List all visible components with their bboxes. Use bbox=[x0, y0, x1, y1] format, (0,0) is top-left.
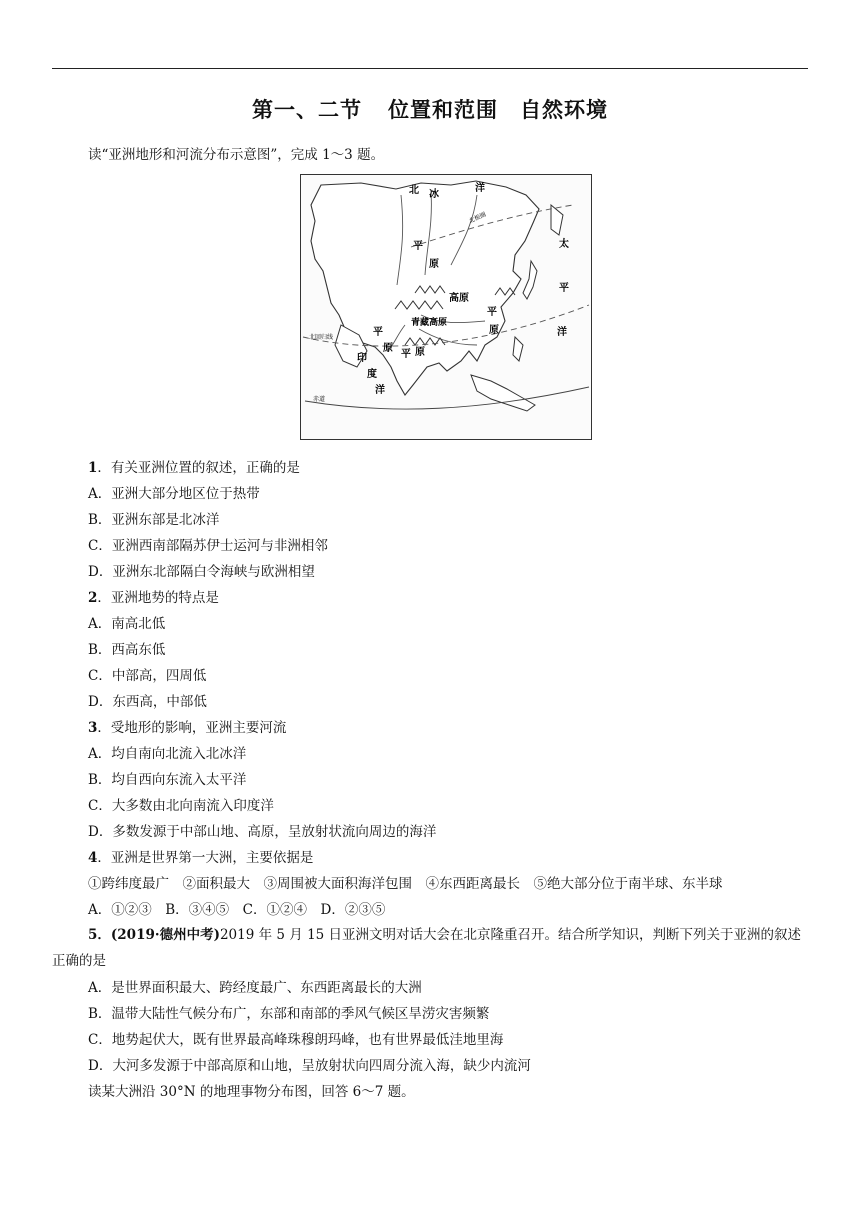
q5-option-b: B．温带大陆性气候分布广，东部和南部的季风气候区旱涝灾害频繁 bbox=[88, 1006, 490, 1022]
q1-option-a: A．亚洲大部分地区位于热带 bbox=[88, 486, 260, 502]
question-5-number: 5 bbox=[88, 927, 98, 943]
philippines bbox=[513, 337, 523, 361]
label-yang1: 洋 bbox=[475, 183, 485, 194]
label-yin: 印 bbox=[357, 353, 367, 364]
label-qingzang: 青藏高原 bbox=[411, 318, 448, 328]
question-3-number: 3 bbox=[88, 720, 98, 736]
question-4-number: 4 bbox=[88, 850, 98, 866]
q1-option-d: D．亚洲东北部隔白令海峡与欧洲相望 bbox=[88, 564, 315, 580]
asia-landmass bbox=[311, 181, 539, 395]
label-plain3-a: 平 bbox=[373, 327, 383, 338]
label-tai: 太 bbox=[559, 239, 569, 250]
question-4-stem: ．亚洲是世界第一大洲，主要依据是 bbox=[97, 850, 314, 866]
japan-islands bbox=[523, 261, 537, 299]
label-plain2-a: 平 bbox=[487, 307, 497, 318]
label-yang3: 洋 bbox=[375, 385, 385, 396]
equator-line bbox=[305, 387, 589, 409]
question-4 bbox=[88, 846, 313, 866]
label-plain4-a: 平 bbox=[401, 349, 411, 360]
q2-option-c: C．中部高，四周低 bbox=[88, 668, 207, 684]
label-plain3-b: 原 bbox=[383, 343, 393, 354]
question-3 bbox=[88, 716, 286, 736]
label-yang2: 洋 bbox=[557, 327, 567, 338]
question-2 bbox=[88, 586, 219, 606]
q1-option-c: C．亚洲西南部隔苏伊士运河与非洲相邻 bbox=[88, 538, 328, 554]
question-2-number: 2 bbox=[88, 590, 98, 606]
intro-text-1: 读“亚洲地形和河流分布示意图”，完成 1～3 题。 bbox=[88, 147, 385, 163]
label-ping1: 平 bbox=[559, 283, 569, 294]
intro-text-2: 读某大洲沿 30°N 的地理事物分布图，回答 6～7 题。 bbox=[88, 1084, 415, 1100]
q3-option-a: A．均自南向北流入北冰洋 bbox=[88, 746, 247, 762]
label-plain2-b: 原 bbox=[489, 325, 499, 336]
q3-option-b: B．均自西向东流入太平洋 bbox=[88, 772, 247, 788]
label-plain1-b: 原 bbox=[429, 259, 439, 270]
label-du: 度 bbox=[367, 369, 377, 380]
question-5-source: ．(2019·德州中考) bbox=[97, 927, 220, 943]
se-asia-islands bbox=[471, 375, 535, 411]
title-part3: 自然环境 bbox=[520, 98, 608, 122]
kamchatka bbox=[551, 205, 563, 235]
label-gaoyuan: 高原 bbox=[449, 293, 469, 304]
question-1-stem: ．有关亚洲位置的叙述，正确的是 bbox=[97, 460, 300, 476]
q3-option-d: D．多数发源于中部山地、高原，呈放射状流向周边的海洋 bbox=[88, 824, 437, 840]
question-3-stem: ．受地形的影响，亚洲主要河流 bbox=[97, 720, 287, 736]
question-5-stem: 2019 年 5 月 15 日亚洲文明对话大会在北京隆重召开。结合所学知识，判断下列关于亚洲的叙述正确的是 bbox=[52, 927, 802, 969]
q4-items: ①跨纬度最广 ②面积最大 ③周围被大面积海洋包围 ④东西距离最长 ⑤绝大部分位于南半球、东半球 bbox=[88, 876, 723, 892]
top-rule bbox=[52, 68, 808, 69]
q2-option-b: B．西高东低 bbox=[88, 642, 166, 658]
q5-option-c: C．地势起伏大，既有世界最高峰珠穆朗玛峰，也有世界最低洼地里海 bbox=[88, 1032, 504, 1048]
label-bing: 冰 bbox=[429, 189, 439, 200]
title-part1: 第一、二节 bbox=[252, 98, 362, 122]
label-arctic-circle: 北极圈 bbox=[467, 211, 488, 225]
q5-option-a: A．是世界面积最大、跨经度最广、东西距离最长的大洲 bbox=[88, 980, 422, 996]
question-5 bbox=[52, 922, 808, 974]
title-part2: 位置和范围 bbox=[388, 98, 498, 122]
asia-map-figure bbox=[300, 174, 592, 440]
q4-choices: A．①②③ B．③④⑤ C．①②④ D．②③⑤ bbox=[88, 902, 386, 918]
page-title bbox=[0, 94, 860, 124]
label-plain4-b: 原 bbox=[415, 347, 425, 358]
asia-map-svg bbox=[301, 175, 591, 439]
label-plain1-a: 平 bbox=[413, 241, 423, 252]
question-1-number: 1 bbox=[88, 460, 98, 476]
q1-option-b: B．亚洲东部是北冰洋 bbox=[88, 512, 220, 528]
label-bei: 北 bbox=[409, 185, 419, 196]
label-equator: 赤道 bbox=[313, 396, 326, 403]
label-tropic: 北回归线 bbox=[309, 334, 334, 341]
q3-option-c: C．大多数由北向南流入印度洋 bbox=[88, 798, 274, 814]
q5-option-d: D．大河多发源于中部高原和山地，呈放射状向四周分流入海，缺少内流河 bbox=[88, 1058, 531, 1074]
question-1 bbox=[88, 456, 300, 476]
question-2-stem: ．亚洲地势的特点是 bbox=[97, 590, 219, 606]
q2-option-d: D．东西高，中部低 bbox=[88, 694, 207, 710]
q2-option-a: A．南高北低 bbox=[88, 616, 166, 632]
